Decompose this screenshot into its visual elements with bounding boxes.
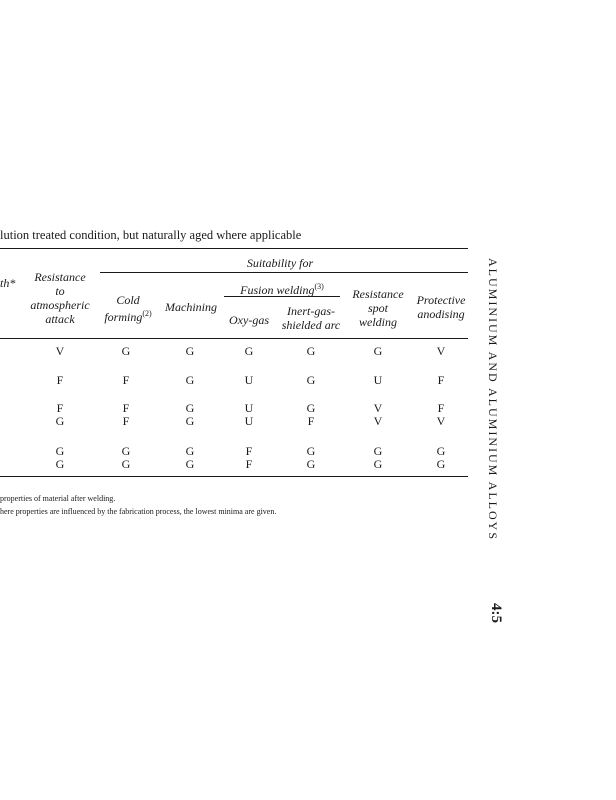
- strength-header-fragment: th*: [0, 276, 16, 290]
- resistance-spot-welding-header: [345, 287, 411, 329]
- table-cell: G: [306, 401, 316, 415]
- suitability-header: Suitability for: [246, 256, 314, 270]
- protective-anodising-header: [408, 293, 474, 321]
- table-cell: G: [185, 414, 195, 428]
- table-cell: G: [55, 457, 65, 471]
- table-cell: G: [373, 344, 383, 358]
- table-caption: lution treated condition, but naturally aged where applicable: [0, 228, 302, 242]
- table-cell: G: [185, 457, 195, 471]
- page-number: 4:5: [488, 603, 504, 623]
- table-cell: G: [121, 344, 131, 358]
- footnote-ref: (2): [142, 309, 152, 318]
- header-line: Resistance: [352, 287, 404, 301]
- table-cell: F: [307, 414, 315, 428]
- table-cell: F: [122, 414, 130, 428]
- table-cell: G: [373, 444, 383, 458]
- table-cell: G: [306, 444, 316, 458]
- table-cell: V: [436, 414, 446, 428]
- table-cell: V: [373, 401, 383, 415]
- inert-gas-header: [276, 304, 346, 332]
- table-cell: F: [245, 444, 253, 458]
- machining-header: Machining: [165, 300, 217, 314]
- running-title: ALUMINIUM AND ALUMINIUM ALLOYS: [486, 258, 500, 541]
- table-bottom-rule: [0, 476, 468, 477]
- header-line: atmospheric: [30, 298, 90, 312]
- header-line: [96, 307, 160, 324]
- header-line: anodising: [417, 307, 465, 321]
- table-cell: G: [185, 401, 195, 415]
- table-cell: G: [55, 414, 65, 428]
- table-cell: G: [306, 457, 316, 471]
- table-cell: U: [373, 373, 383, 387]
- table-cell: G: [436, 444, 446, 458]
- header-line: attack: [45, 312, 75, 326]
- header-line: Protective: [416, 293, 466, 307]
- header-line: Resistance: [34, 270, 86, 284]
- header-text: forming: [104, 310, 143, 324]
- footnote: here properties are influenced by the fabrication process, the lowest minima are given.: [0, 507, 277, 516]
- table-cell: F: [245, 457, 253, 471]
- fusion-welding-header: [222, 280, 342, 297]
- footnote: properties of material after welding.: [0, 494, 116, 503]
- table-cell: V: [373, 414, 383, 428]
- header-bottom-rule: [0, 338, 468, 339]
- table-cell: F: [122, 373, 130, 387]
- table-cell: G: [373, 457, 383, 471]
- header-line: Inert-gas-: [287, 304, 335, 318]
- table-cell: V: [436, 344, 446, 358]
- table-cell: U: [244, 373, 254, 387]
- table-cell: G: [121, 457, 131, 471]
- table-cell: G: [121, 444, 131, 458]
- suitability-rule: [100, 272, 468, 273]
- table-cell: F: [437, 373, 445, 387]
- table-cell: U: [244, 414, 254, 428]
- oxy-gas-header: Oxy-gas: [229, 313, 269, 327]
- table-cell: G: [306, 344, 316, 358]
- header-line: spot: [367, 301, 388, 315]
- table-cell: F: [437, 401, 445, 415]
- atmospheric-attack-header: [22, 270, 98, 326]
- table-cell: G: [185, 373, 195, 387]
- table-cell: G: [185, 444, 195, 458]
- header-line: welding: [359, 315, 397, 329]
- table-cell: G: [185, 344, 195, 358]
- cold-forming-header: [96, 293, 160, 324]
- table-cell: G: [244, 344, 254, 358]
- table-cell: U: [244, 401, 254, 415]
- table-cell: G: [436, 457, 446, 471]
- footnote-ref: (3): [314, 282, 324, 291]
- top-rule: [0, 248, 468, 249]
- header-text: Fusion welding: [240, 283, 315, 297]
- table-cell: V: [55, 344, 65, 358]
- table-cell: F: [56, 373, 64, 387]
- table-cell: F: [122, 401, 130, 415]
- header-line: Cold: [116, 293, 140, 307]
- header-line: to: [55, 284, 65, 298]
- header-line: shielded arc: [281, 318, 341, 332]
- table-cell: G: [55, 444, 65, 458]
- table-cell: F: [56, 401, 64, 415]
- table-cell: G: [306, 373, 316, 387]
